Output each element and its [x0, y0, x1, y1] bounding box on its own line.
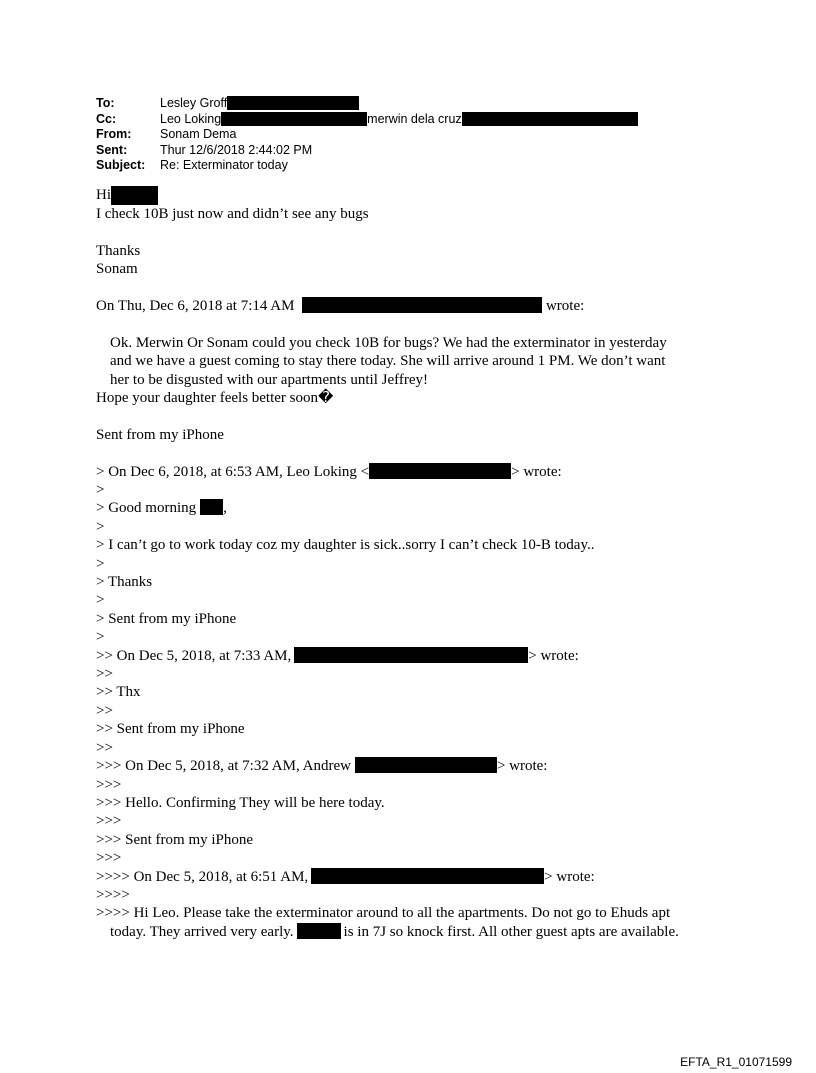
greeting: Hi: [96, 187, 111, 203]
redaction-box: [111, 186, 158, 205]
thread-line: >>>: [96, 850, 122, 867]
thread-line: >>: [96, 702, 113, 719]
thread-line: >> Sent from my iPhone: [96, 721, 245, 738]
thread-text: > wrote:: [544, 868, 595, 885]
thread-line: > Sent from my iPhone: [96, 610, 237, 627]
quote-intro-wrote: wrote:: [545, 298, 585, 314]
from-label: From:: [96, 127, 132, 141]
thread-text: > wrote:: [528, 647, 579, 664]
redaction-box: [294, 647, 528, 663]
thread-text: >> On Dec 5, 2018, at 7:33 AM,: [96, 647, 292, 664]
thread-line: >> Thx: [96, 684, 141, 701]
redaction-box: [302, 297, 542, 313]
thread-text: is in 7J so knock first. All other guest apts are available.: [343, 923, 679, 940]
sent-label: Sent:: [96, 142, 128, 157]
signature-name: Sonam: [96, 261, 138, 278]
quoted-line: Hope your daughter feels better soon�: [96, 390, 334, 407]
thread-text: > wrote:: [511, 463, 562, 480]
thread-text: > On Dec 6, 2018, at 6:53 AM, Leo Loking <: [96, 463, 370, 480]
thread-line: >: [96, 482, 105, 499]
email-body: [96, 186, 736, 941]
thread-line: [96, 757, 736, 775]
to-label: To:: [96, 96, 115, 110]
thread-line: > Thanks: [96, 574, 153, 591]
redaction-box: [355, 757, 497, 773]
quoted-line: and we have a guest coming to stay there today. She will arrive around 1 PM. We don’t want: [110, 353, 666, 370]
redaction-box: [221, 112, 367, 126]
spacer: [96, 279, 736, 297]
thread-text: >>>> On Dec 5, 2018, at 6:51 AM,: [96, 868, 309, 885]
cc-name-1: Leo Loking: [160, 111, 222, 126]
to-name: Lesley Groff: [160, 96, 228, 110]
thread-line: >: [96, 518, 105, 535]
thread-line: [96, 647, 736, 665]
cc-label: Cc:: [96, 111, 117, 126]
spacer: [96, 407, 736, 425]
reply-line: I check 10B just now and didn’t see any bugs: [96, 206, 369, 222]
spacer: [96, 315, 736, 333]
thanks-line: Thanks: [96, 242, 141, 259]
thread-line: [96, 499, 736, 517]
from-value: Sonam Dema: [160, 127, 237, 141]
thread-line: >: [96, 555, 105, 572]
redaction-box: [311, 868, 544, 884]
cc-name-2: merwin dela cruz: [367, 111, 462, 126]
thread-line: [96, 868, 736, 886]
thread-text: ,: [223, 500, 227, 517]
quote-intro-date: On Thu, Dec 6, 2018 at 7:14 AM: [96, 298, 295, 314]
thread-line: >>> Sent from my iPhone: [96, 831, 254, 848]
quoted-line: Ok. Merwin Or Sonam could you check 10B for bugs? We had the exterminator in yesterday: [110, 334, 667, 351]
spacer: [96, 444, 736, 462]
thread-line: >>>: [96, 813, 122, 830]
thread-line: [96, 923, 736, 941]
thread-line: >>>> Hi Leo. Please take the exterminator around to all the apartments. Do not go to Ehuds apt: [96, 905, 671, 922]
redaction-box: [462, 112, 638, 126]
thread-line: >>>: [96, 776, 122, 793]
thread-line: >: [96, 592, 105, 609]
thread-text: >>> On Dec 5, 2018, at 7:32 AM, Andrew: [96, 758, 351, 775]
redaction-box: [369, 463, 511, 479]
greeting-line: [96, 186, 736, 205]
thread-line: > I can’t go to work today coz my daughter is sick..sorry I can’t check 10-B today..: [96, 537, 595, 554]
sent-from-line: Sent from my iPhone: [96, 426, 224, 443]
quoted-line: her to be disgusted with our apartments until Jeffrey!: [110, 371, 428, 388]
thread-line: [96, 463, 736, 481]
thread-line: >>>>: [96, 886, 130, 903]
cc-value: [160, 112, 638, 128]
document-id: EFTA_R1_01071599: [680, 1055, 792, 1069]
subject-label: Subject:: [96, 158, 146, 172]
thread-line: >>> Hello. Confirming They will be here today.: [96, 794, 385, 811]
redaction-box: [297, 923, 341, 939]
spacer: [96, 223, 736, 241]
thread-line: >>: [96, 666, 113, 683]
thread-text: today. They arrived very early.: [110, 923, 294, 940]
redaction-box: [227, 96, 359, 110]
sent-value: Thur 12/6/2018 2:44:02 PM: [160, 142, 313, 157]
quote-intro: [96, 297, 736, 315]
subject-value: Re: Exterminator today: [160, 158, 288, 172]
thread-line: >: [96, 629, 105, 646]
redaction-box: [200, 499, 223, 515]
thread-line: >>: [96, 739, 113, 756]
to-value: [160, 96, 359, 112]
thread-text: > wrote:: [496, 758, 548, 775]
thread-text: > Good morning: [96, 500, 197, 517]
